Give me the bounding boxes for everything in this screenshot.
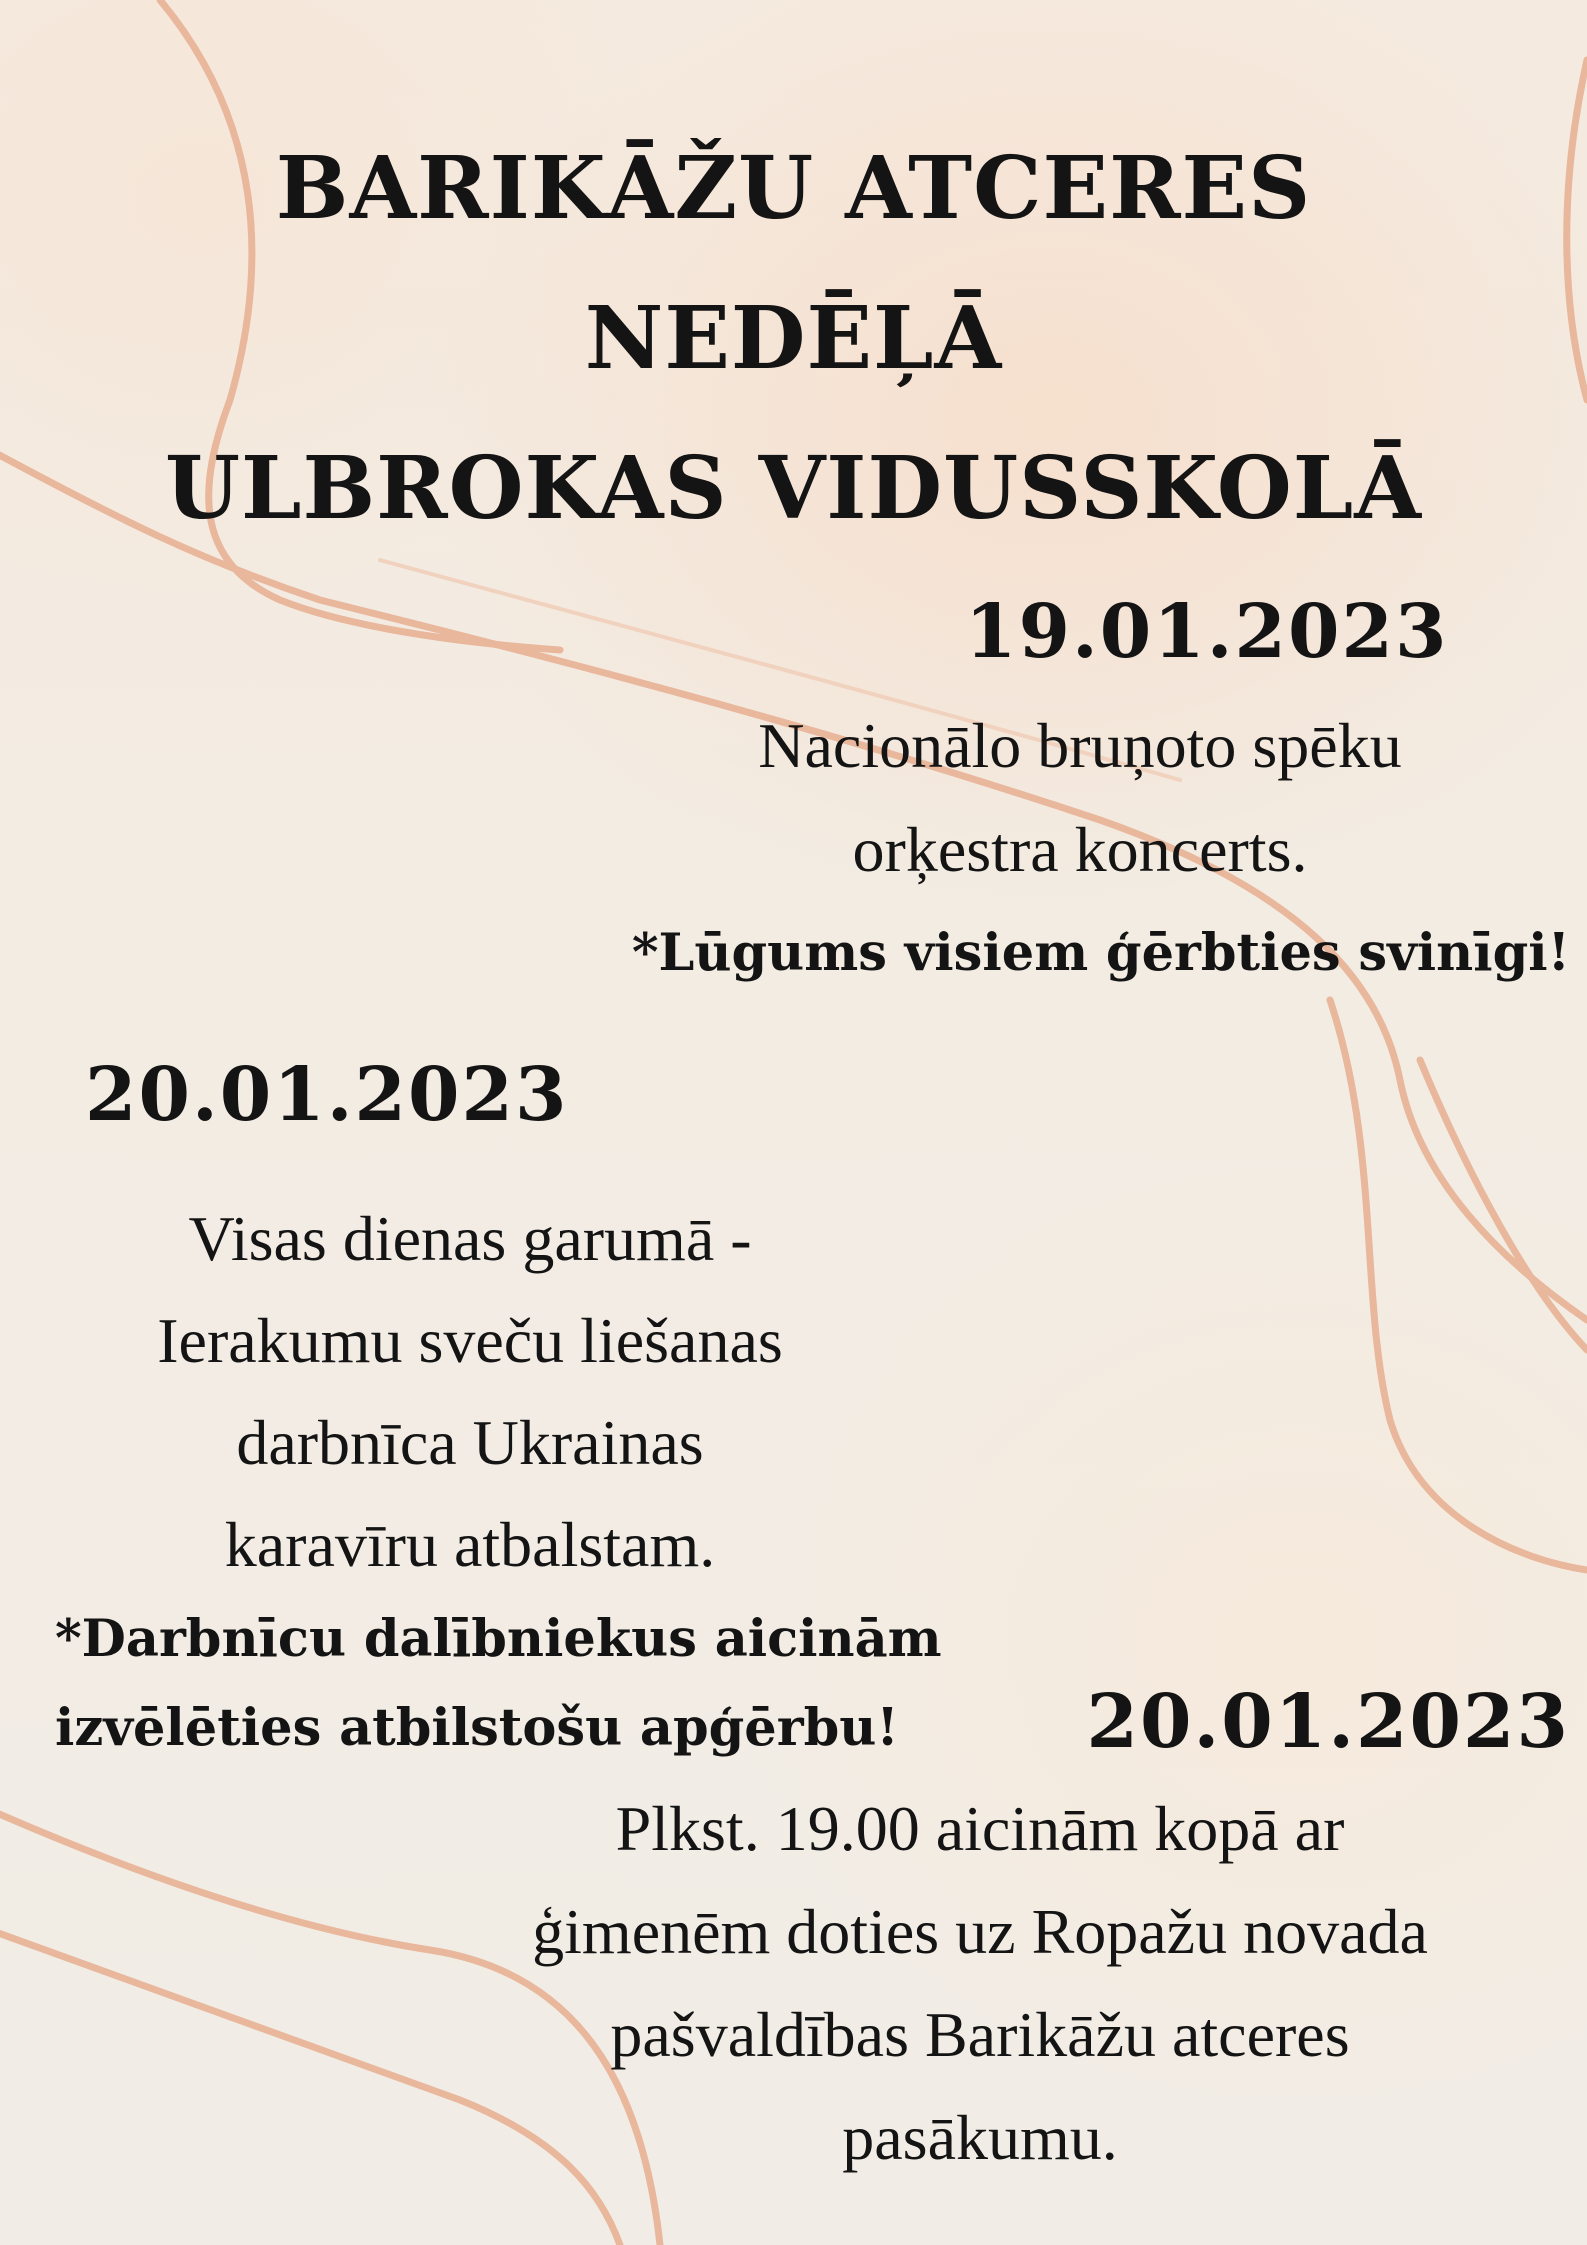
curve-line [1330,1000,1587,1570]
event-2-line-1: Visas dienas garumā - [188,1203,752,1274]
event-3-line-2: ģimenēm doties uz Ropažu novada [532,1896,1428,1967]
curve-line [1420,1060,1587,1350]
event-2-note-line-1: *Darbnīcu dalībniekus aicinām [55,1609,942,1669]
event-3-date: 20.01.2023 [1086,1679,1570,1765]
event-1-line-1: Nacionālo bruņoto spēku [758,710,1402,781]
event-1-note: *Lūgums visiem ģērbties svinīgi! [631,923,1570,983]
event-2-date: 20.01.2023 [85,1052,569,1138]
event-2-line-3: darbnīca Ukrainas [236,1407,704,1478]
title-line-1: BARIKĀŽU ATCERES [275,138,1312,239]
event-2-line-2: Ierakumu sveču liešanas [157,1305,783,1376]
event-3-line-3: pašvaldības Barikāžu atceres [610,1999,1350,2070]
event-3-line-1: Plkst. 19.00 aicinām kopā ar [615,1793,1345,1864]
event-1-line-2: orķestra koncerts. [852,814,1308,885]
event-2-note-line-2: izvēlēties atbilstošu apģērbu! [55,1698,899,1758]
curve-line [0,1930,620,2245]
event-3-line-4: pasākumu. [842,2102,1118,2173]
title-line-2: NEDĒĻĀ [584,288,1003,389]
event-2-line-4: karavīru atbalstam. [224,1509,716,1580]
curve-line [0,450,1587,1320]
event-1-date: 19.01.2023 [965,589,1449,675]
title-line-3: ULBROKAS VIDUSSKOLĀ [165,438,1422,539]
